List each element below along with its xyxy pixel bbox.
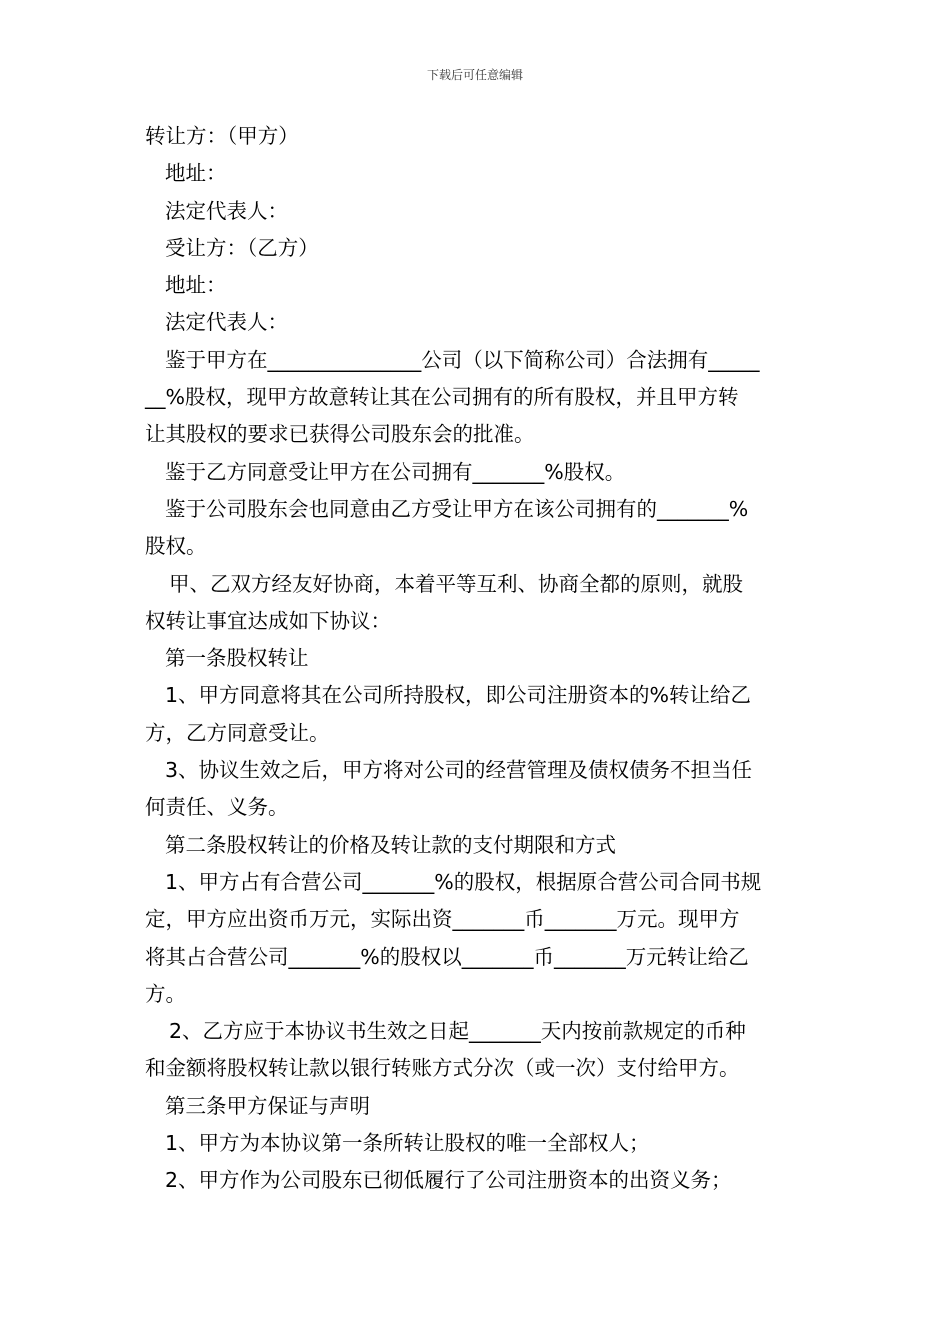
text-line: 第二条股权转让的价格及转让款的支付期限和方式 <box>165 832 616 857</box>
text-line: 受让方：（乙方） <box>165 235 319 260</box>
text-line: 转让方：（甲方） <box>145 124 299 148</box>
text-line: 权转让事宜达成如下协议： <box>145 608 391 633</box>
text-line: 甲、乙双方经友好协商，本着平等互利、协商全都的原则，就股 <box>169 571 743 596</box>
text-line: 2、乙方应于本协议书生效之日起_______天内按前款规定的币种 <box>169 1019 746 1044</box>
text-line: 鉴于甲方在_______________公司（以下简称公司）合法拥有_____ <box>165 347 760 372</box>
text-line: 和金额将股权转让款以银行转账方式分次（或一次）支付给甲方。 <box>145 1056 740 1081</box>
text-line: 方，乙方同意受让。 <box>145 720 330 745</box>
text-line: 定，甲方应出资币万元，实际出资_______币_______万元。现甲方 <box>145 907 740 932</box>
text-line: 让其股权的要求已获得公司股东会的批准。 <box>145 422 535 447</box>
text-line: 何责任、义务。 <box>145 795 289 820</box>
page-header: 下载后可任意编辑 <box>426 68 523 82</box>
text-line: 鉴于乙方同意受让甲方在公司拥有_______%股权。 <box>165 459 626 484</box>
text-line: 地址： <box>165 161 227 186</box>
text-line: 3、协议生效之后，甲方将对公司的经营管理及债权债务不担当任 <box>165 758 753 783</box>
text-line: 1、甲方占有合营公司_______%的股权，根据原合营公司合同书规 <box>165 869 762 894</box>
text-line: 方。 <box>145 981 186 1006</box>
text-line: 地址： <box>165 273 227 298</box>
text-line: 1、甲方为本协议第一条所转让股权的唯一全部权人； <box>165 1131 650 1156</box>
text-line: 法定代表人： <box>165 310 288 335</box>
text-line: 股权。 <box>145 534 207 559</box>
text-line: 第一条股权转让 <box>165 646 309 671</box>
text-line: 鉴于公司股东会也同意由乙方受让甲方在该公司拥有的_______% <box>165 496 749 521</box>
text-line: 将其占合营公司_______%的股权以_______币_______万元转让给乙 <box>145 944 749 969</box>
document-body <box>145 118 810 1200</box>
text-line: __%股权，现甲方故意转让其在公司拥有的所有股权，并且甲方转 <box>145 385 739 410</box>
text-line: 2、甲方作为公司股东已彻低履行了公司注册资本的出资义务； <box>165 1168 732 1193</box>
text-line: 第三条甲方保证与声明 <box>165 1093 370 1118</box>
text-line: 1、甲方同意将其在公司所持股权，即公司注册资本的%转让给乙 <box>165 683 752 708</box>
text-line: 法定代表人： <box>165 198 288 223</box>
